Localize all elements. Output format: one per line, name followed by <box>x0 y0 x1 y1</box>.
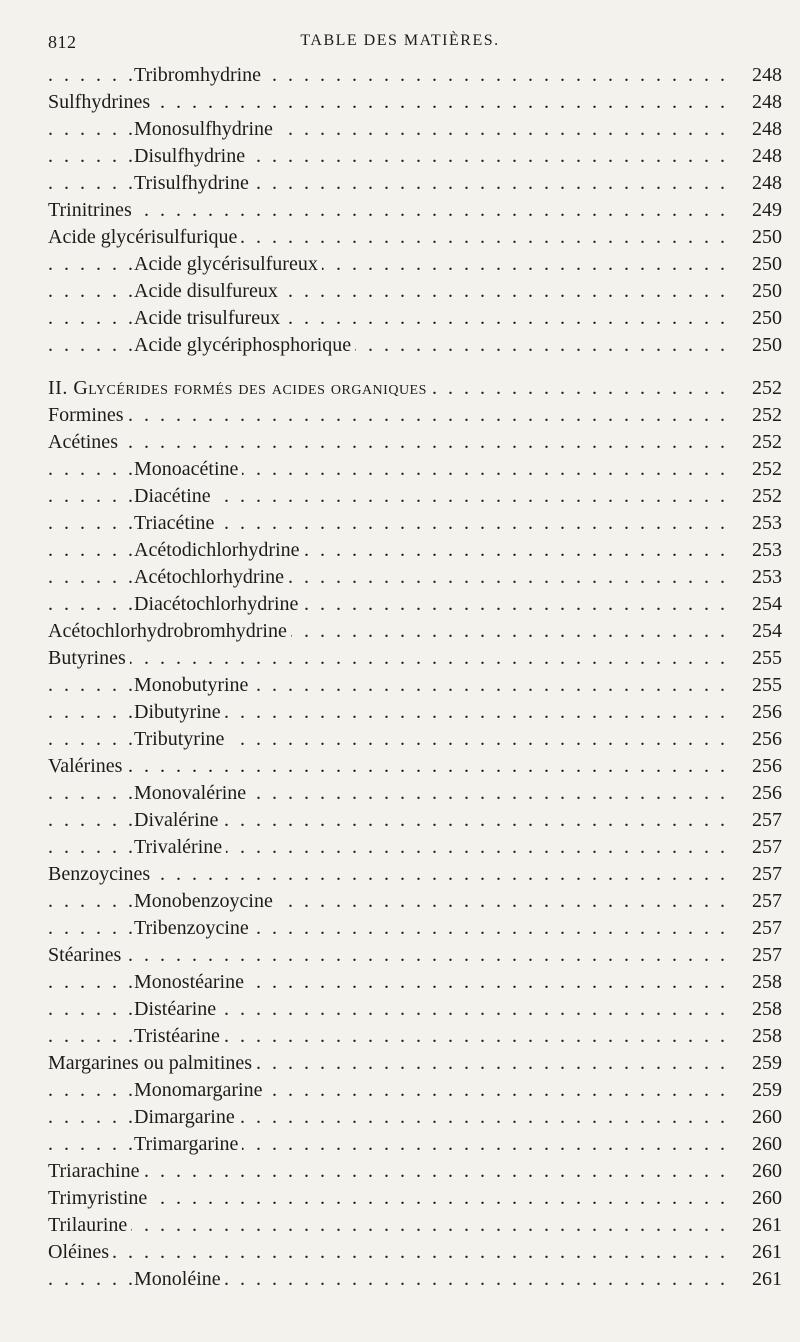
toc-entry <box>48 1266 782 1293</box>
toc-entry-page-number: 250 <box>738 224 782 251</box>
toc-entry-title: Sulfhydrines <box>48 89 154 116</box>
toc-entry-page-number: 257 <box>738 942 782 969</box>
toc-entry-title: Disulfhydrine <box>134 143 249 170</box>
toc-entry-title: Valérines <box>48 753 126 780</box>
toc-entry-title: Acétines <box>48 429 122 456</box>
toc-entry-title: Margarines ou palmitines <box>48 1050 256 1077</box>
toc-entry-page-number: 260 <box>738 1104 782 1131</box>
toc-entry <box>48 89 782 116</box>
toc-entry-title: Diacétochlorhydrine <box>134 591 302 618</box>
toc-entry-page-number: 253 <box>738 564 782 591</box>
toc-entry <box>48 510 782 537</box>
toc-entry <box>48 1023 782 1050</box>
toc-entry-title: Benzoycines <box>48 861 154 888</box>
toc-entry <box>48 456 782 483</box>
toc-entry-page-number: 248 <box>738 89 782 116</box>
toc-entry-title: Trimargarine <box>134 1131 242 1158</box>
toc-entry <box>48 672 782 699</box>
toc-entry-title: Acétodichlorhydrine <box>134 537 304 564</box>
toc-entry-page-number: 249 <box>738 197 782 224</box>
toc-entry <box>48 645 782 672</box>
toc-entry <box>48 402 782 429</box>
toc-entry-page-number: 252 <box>738 402 782 429</box>
toc-entry-title: Trisulfhydrine <box>134 170 253 197</box>
running-title: TABLE DES MATIÈRES. <box>300 32 500 49</box>
toc-entry-page-number: 261 <box>738 1239 782 1266</box>
toc-entry-page-number: 258 <box>738 1023 782 1050</box>
toc-entry-title: Monostéarine <box>134 969 248 996</box>
toc-entry-title: Diacétine <box>134 483 215 510</box>
toc-entry-page-number: 261 <box>738 1266 782 1293</box>
toc-entry-title: Tribromhydrine <box>134 62 265 89</box>
toc-entry-page-number: 260 <box>738 1131 782 1158</box>
toc-entry-page-number: 252 <box>738 375 782 402</box>
toc-entry-page-number: 253 <box>738 510 782 537</box>
toc-entry-page-number: 252 <box>738 429 782 456</box>
toc-entry-page-number: 250 <box>738 332 782 359</box>
toc-entry-title: Acide trisulfureux <box>134 305 284 332</box>
toc-entry-page-number: 250 <box>738 305 782 332</box>
toc-entry-page-number: 256 <box>738 753 782 780</box>
toc-entry-page-number: 260 <box>738 1185 782 1212</box>
page-number: 812 <box>48 32 77 52</box>
toc-entry <box>48 807 782 834</box>
toc-entry-page-number: 254 <box>738 618 782 645</box>
toc-entry <box>48 197 782 224</box>
toc-entry <box>48 1212 782 1239</box>
toc-entry <box>48 996 782 1023</box>
toc-entry <box>48 591 782 618</box>
toc-entry-page-number: 250 <box>738 278 782 305</box>
toc-entry <box>48 726 782 753</box>
toc-entry <box>48 483 782 510</box>
toc-entry-page-number: 256 <box>738 699 782 726</box>
toc-entry-title: Formines <box>48 402 128 429</box>
toc-entry-page-number: 257 <box>738 834 782 861</box>
toc-entry-title: Trivalérine <box>134 834 226 861</box>
toc-entry <box>48 1077 782 1104</box>
toc-entry <box>48 143 782 170</box>
toc-entry-page-number: 258 <box>738 969 782 996</box>
toc-entry-page-number: 252 <box>738 483 782 510</box>
toc-entry-title: Tribenzoycine <box>134 915 253 942</box>
toc-section-heading <box>48 375 782 402</box>
toc-entry <box>48 780 782 807</box>
toc-entry-page-number: 261 <box>738 1212 782 1239</box>
toc-entry <box>48 1104 782 1131</box>
toc-entry-title: II. Glycérides formés des acides organiques <box>48 375 431 402</box>
toc-entry-page-number: 257 <box>738 915 782 942</box>
toc-entry-page-number: 254 <box>738 591 782 618</box>
toc-entry <box>48 618 782 645</box>
toc-entry <box>48 332 782 359</box>
toc-entry <box>48 1158 782 1185</box>
toc-entry <box>48 429 782 456</box>
toc-entry <box>48 1239 782 1266</box>
toc-entry-page-number: 248 <box>738 116 782 143</box>
toc-entry-title: Trinitrines <box>48 197 136 224</box>
toc-entry <box>48 116 782 143</box>
toc-entry <box>48 1131 782 1158</box>
toc-entry-page-number: 252 <box>738 456 782 483</box>
toc-entry-title: Tributyrine <box>134 726 228 753</box>
toc-entry-title: Monoléine <box>134 1266 225 1293</box>
toc-entry <box>48 1050 782 1077</box>
toc-entry-title: Trilaurine <box>48 1212 131 1239</box>
page-header <box>0 28 800 58</box>
toc-entry <box>48 537 782 564</box>
toc-entry-title: Acide glycériphosphorique <box>134 332 355 359</box>
toc-entry <box>48 224 782 251</box>
toc-entry-title: Distéarine <box>134 996 220 1023</box>
toc-entry-title: Stéarines <box>48 942 125 969</box>
toc-entry-title: Triacétine <box>134 510 218 537</box>
toc-entry-title: Trimyristine <box>48 1185 151 1212</box>
toc-entry-title: Butyrines <box>48 645 130 672</box>
toc-entry-title: Monobutyrine <box>134 672 252 699</box>
toc-entry <box>48 699 782 726</box>
toc-entry-title: Tristéarine <box>134 1023 224 1050</box>
toc-entry-page-number: 253 <box>738 537 782 564</box>
toc-entry-title: Monosulfhydrine <box>134 116 277 143</box>
toc-entry-page-number: 248 <box>738 170 782 197</box>
toc-entry-page-number: 257 <box>738 807 782 834</box>
toc-entry <box>48 62 782 89</box>
toc-entry <box>48 1185 782 1212</box>
toc-entry-title: Monovalérine <box>134 780 250 807</box>
toc-entry-page-number: 255 <box>738 672 782 699</box>
toc-entry-page-number: 260 <box>738 1158 782 1185</box>
toc-entry <box>48 170 782 197</box>
toc-entry-title: Monoacétine <box>134 456 242 483</box>
toc-entry <box>48 305 782 332</box>
toc-entry <box>48 888 782 915</box>
toc-entry-title: Acide glycérisulfurique <box>48 224 241 251</box>
toc-entry-title: Oléines <box>48 1239 113 1266</box>
toc-entry <box>48 278 782 305</box>
toc-entry-page-number: 256 <box>738 780 782 807</box>
toc-entry-title: Divalérine <box>134 807 222 834</box>
toc-entry-page-number: 258 <box>738 996 782 1023</box>
toc-entry-page-number: 256 <box>738 726 782 753</box>
toc-entry-title: Acétochlorhydrine <box>134 564 288 591</box>
toc-entry <box>48 942 782 969</box>
toc-entry-title: Dimargarine <box>134 1104 239 1131</box>
toc-entry-title: Triarachine <box>48 1158 143 1185</box>
toc-entry-title: Acétochlorhydrobromhydrine <box>48 618 291 645</box>
toc-entry <box>48 564 782 591</box>
toc-entry <box>48 251 782 278</box>
toc-entry-title: Monomargarine <box>134 1077 267 1104</box>
toc-entry-page-number: 248 <box>738 143 782 170</box>
toc-entry-page-number: 257 <box>738 888 782 915</box>
toc-entry-title: Acide disulfureux <box>134 278 282 305</box>
toc-entry-page-number: 248 <box>738 62 782 89</box>
toc-entry <box>48 753 782 780</box>
toc-entry <box>48 915 782 942</box>
toc-entry <box>48 969 782 996</box>
toc-entry <box>48 834 782 861</box>
toc-entry-title: Acide glycérisulfureux <box>134 251 322 278</box>
toc-entry-title: Dibutyrine <box>134 699 225 726</box>
toc-entry-page-number: 255 <box>738 645 782 672</box>
toc-entry-page-number: 259 <box>738 1050 782 1077</box>
toc-entry <box>48 861 782 888</box>
table-of-contents <box>48 62 782 1293</box>
toc-entry-page-number: 257 <box>738 861 782 888</box>
toc-entry-title: Monobenzoycine <box>134 888 277 915</box>
toc-entry-page-number: 250 <box>738 251 782 278</box>
toc-entry-page-number: 259 <box>738 1077 782 1104</box>
